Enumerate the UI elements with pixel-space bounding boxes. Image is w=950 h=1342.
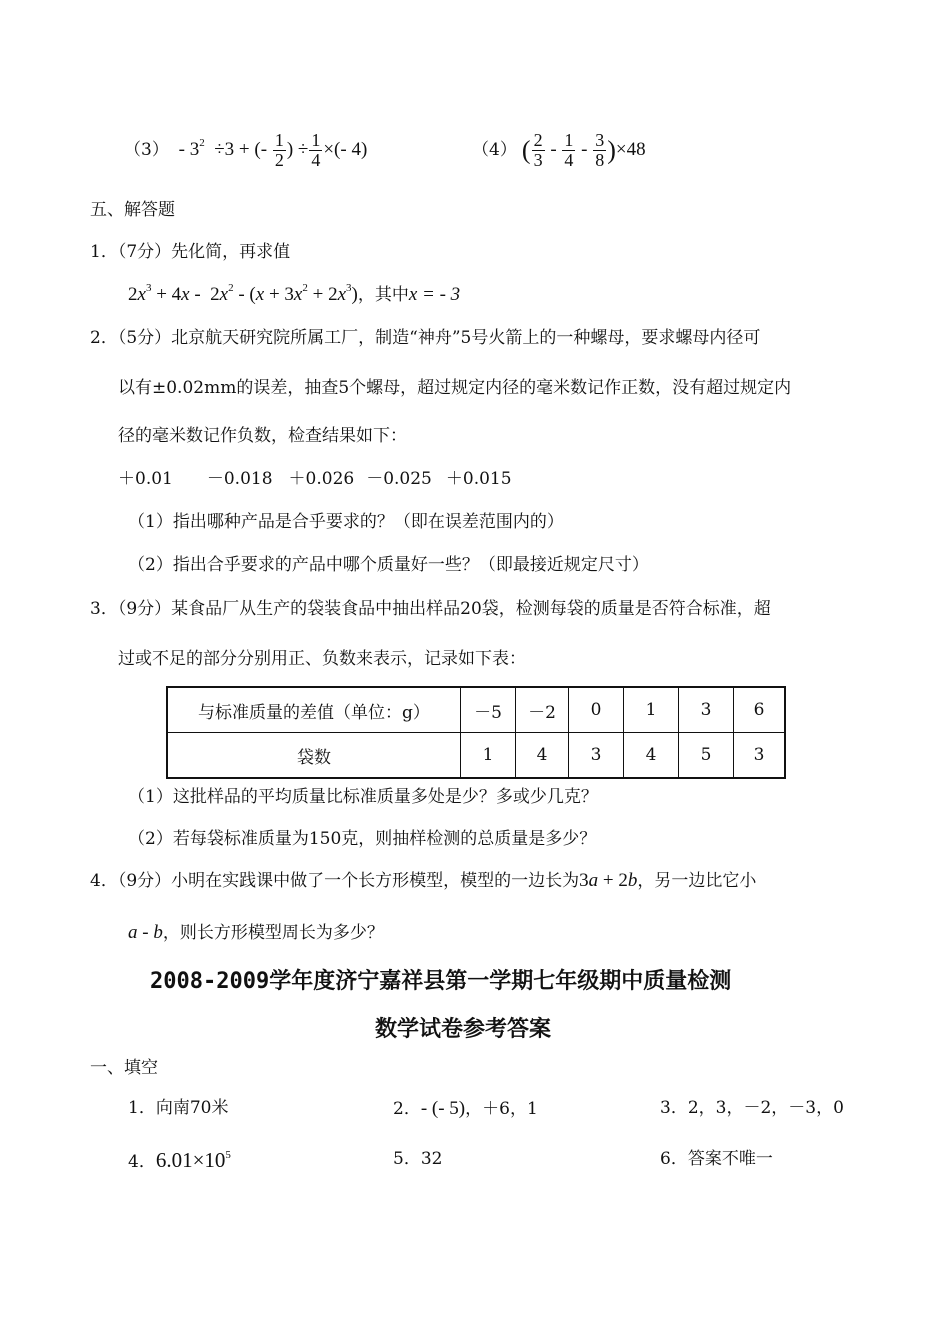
q4-side-expression: 3a + 2b: [579, 870, 638, 891]
q1-expression-line: [128, 284, 460, 306]
q3-table: [166, 686, 786, 779]
q4-line-1-end: ，另一边比它小: [637, 871, 757, 891]
problem-4-label: （4）: [472, 139, 517, 160]
section-5-title: 五、解答题: [90, 200, 175, 220]
table-cell: 5: [679, 733, 734, 779]
q2-value: －0.025: [366, 469, 432, 489]
q4-line-1-text: 4．（9分）小明在实践课中做了一个长方形模型，模型的一边长为: [90, 871, 580, 891]
problem-3-expression: - $3^2 \div 3$ + (- $\frac{1}{2}$ ) ÷ $\frac{1}{4}$ ×(- 4): [173, 130, 368, 170]
q1-expression: $2x^3 + 4x - 2x^2 - (x + 3x^2 + 2x^3)$: [128, 282, 358, 305]
answer-2-tail: ，＋6，1: [465, 1099, 538, 1119]
q2-line-2: 以有±0.02mm的误差，抽查5个螺母，超过规定内径的毫米数记作正数，没有超过规定内: [118, 378, 792, 398]
q1-suffix: ，其中: [357, 285, 409, 305]
q2-line-1: 2．（5分）北京航天研究院所属工厂，制造“神舟”5号火箭上的一种螺母，要求螺母内径可: [90, 328, 761, 348]
table-cell: 3: [679, 687, 734, 733]
q4-line-2: [128, 922, 384, 944]
q2-line-3: 径的毫米数记作负数，检查结果如下：: [118, 426, 407, 446]
q2-value: ＋0.015: [445, 469, 512, 489]
table-cell: －2: [516, 687, 569, 733]
answer-3: 3．2，3，－2，－3，0: [660, 1098, 844, 1118]
problem-3: [124, 131, 367, 170]
table-cell: 3: [569, 733, 624, 779]
answer-2: [393, 1098, 538, 1120]
q2-values: [118, 471, 512, 488]
q2-sub-1: （1）指出哪种产品是合乎要求的？（即在误差范围内的）: [128, 512, 564, 532]
table-cell: 4: [624, 733, 679, 779]
q3-sub-1: （1）这批样品的平均质量比标准质量多处是少？多或少几克？: [128, 787, 598, 807]
answer-4: [128, 1148, 231, 1173]
table-cell: －5: [461, 687, 516, 733]
answers-title: 2008-2009学年度济宁嘉祥县第一学期七年级期中质量检测: [150, 969, 732, 994]
q2-sub-2: （2）指出合乎要求的产品中哪个质量好一些？（即最接近规定尺寸）: [128, 555, 649, 575]
q3-sub-2: （2）若每袋标准质量为150克，则抽样检测的总质量是多少？: [128, 829, 597, 849]
q2-value: ＋0.026: [288, 469, 355, 489]
table-cell: 6: [734, 687, 786, 733]
q4-diff-expression: a - b: [128, 922, 163, 943]
answer-5: 5．32: [393, 1149, 443, 1169]
table-row: [167, 733, 785, 779]
table-cell: 1: [624, 687, 679, 733]
answer-4-expression: $6.01\times 10^5$: [155, 1148, 231, 1172]
problem-4-expression: ( $\frac{2}{3}$ - $\frac{1}{4}$ - $\frac{3}{8}$ )×48: [521, 130, 646, 170]
answer-2-label: 2．: [393, 1099, 421, 1119]
answer-6: 6．答案不唯一: [660, 1149, 773, 1169]
table-row-header: 与标准质量的差值（单位：g）: [167, 687, 461, 733]
q3-line-2: 过或不足的部分分别用正、负数来表示，记录如下表：: [118, 649, 526, 669]
answers-section-1: 一、填空: [90, 1058, 158, 1078]
problem-4: [472, 131, 646, 170]
q1-condition: x = - 3: [408, 284, 461, 305]
table-row-header: 袋数: [167, 733, 461, 779]
table-row: [167, 687, 785, 733]
q3-line-1: 3．（9分）某食品厂从生产的袋装食品中抽出样品20袋，检测每袋的质量是否符合标准，超: [90, 599, 771, 619]
table-cell: 1: [461, 733, 516, 779]
table-cell: 0: [569, 687, 624, 733]
q4-line-1: [90, 870, 756, 892]
answers-subtitle: 数学试卷参考答案: [375, 1017, 552, 1042]
problem-3-label: （3）: [124, 139, 169, 160]
table-cell: 3: [734, 733, 786, 779]
q4-line-2-text: ，则长方形模型周长为多少？: [162, 923, 384, 943]
answer-1: 1．向南70米: [128, 1098, 229, 1118]
table-cell: 4: [516, 733, 569, 779]
q2-value: －0.018: [206, 469, 273, 489]
q2-value: ＋0.01: [118, 469, 173, 489]
q1-label: 1．（7分）先化简，再求值: [90, 242, 291, 262]
answer-4-label: 4．: [128, 1152, 156, 1172]
answer-2-expression: - (- 5): [420, 1098, 466, 1119]
